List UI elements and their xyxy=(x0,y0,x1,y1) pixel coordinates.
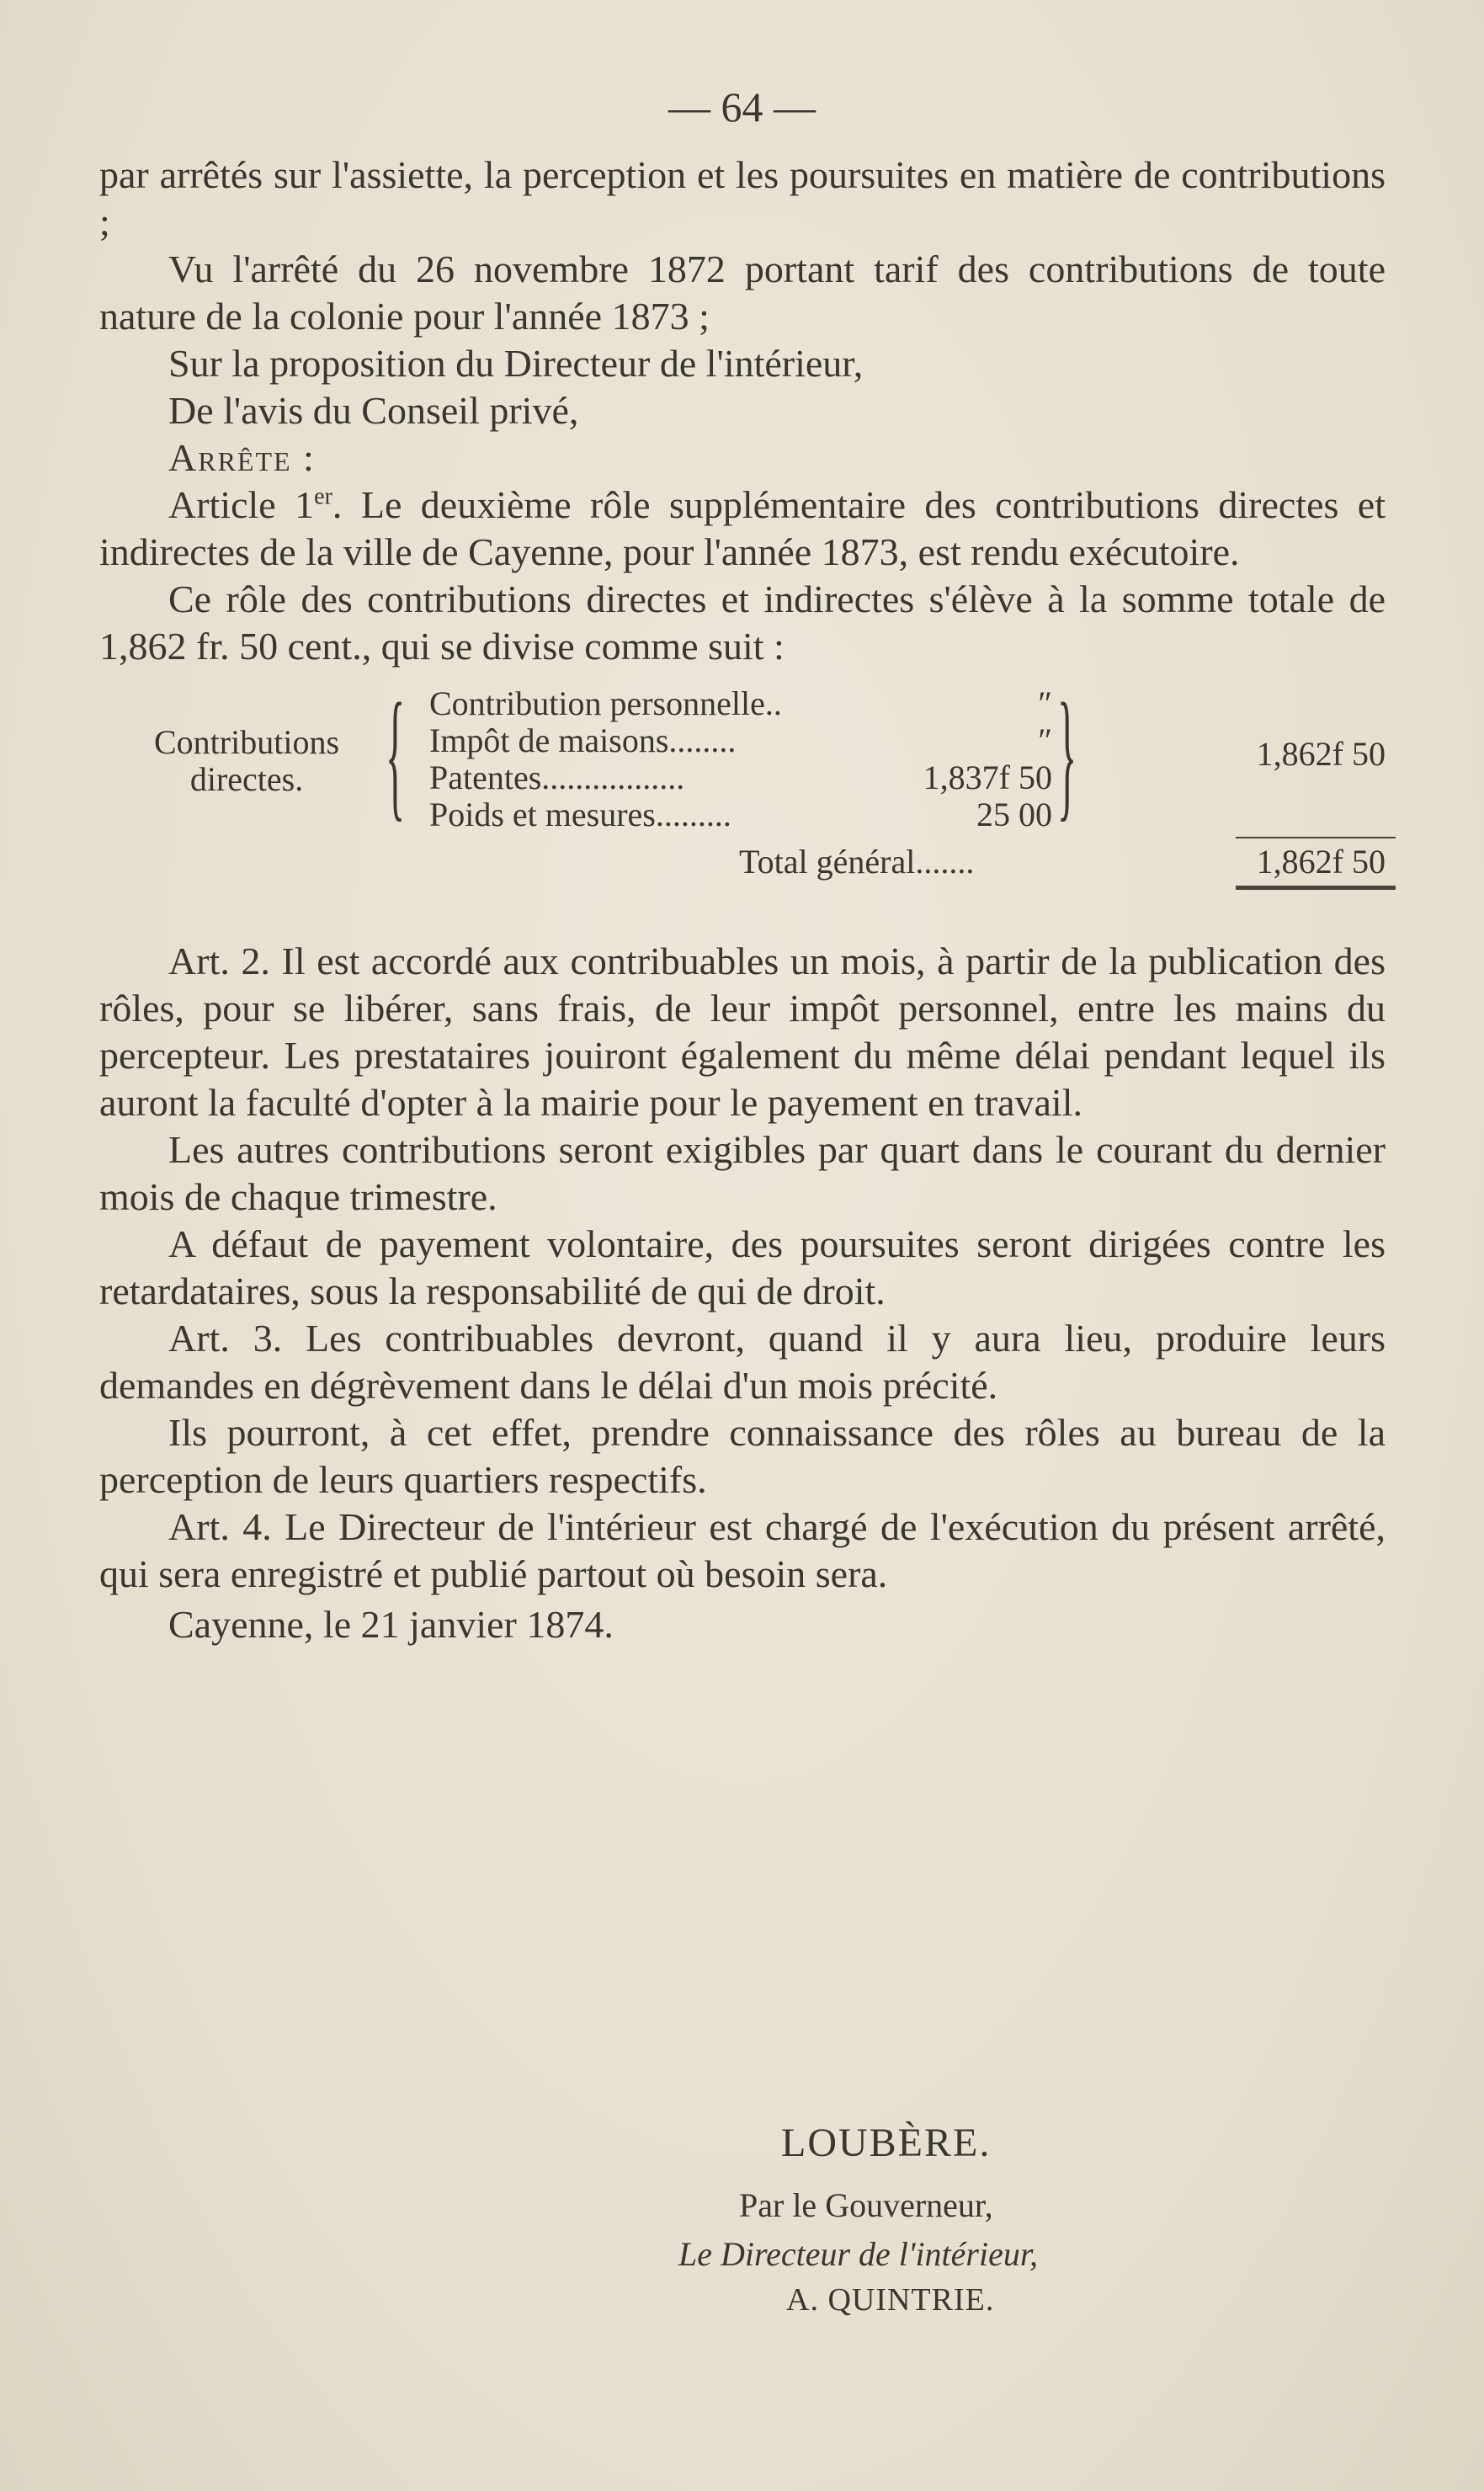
row-name: Impôt de maisons........ xyxy=(429,721,737,759)
paragraph-poursuites: A défaut de payement volontaire, des poursuites seront dirigées contre les retardataires, sous la responsabilité de qui de droit. xyxy=(99,1222,1386,1312)
table-row xyxy=(429,722,1052,759)
paragraph-avis: De l'avis du Conseil privé, xyxy=(168,389,579,432)
article-1-text: . Le deuxième rôle supplémentaire des contributions directes et indirectes de la ville de Cayenne, pour l'année 1873, est rendu exécutoire. xyxy=(99,483,1386,573)
subtotal-rule xyxy=(1236,837,1396,838)
paragraph-connaissance: Ils pourront, à cet effet, prendre connaissance des rôles au bureau de la perception de leurs quartiers respectifs. xyxy=(99,1411,1386,1501)
table-row xyxy=(429,796,1052,833)
total-rule xyxy=(1236,886,1396,890)
subtotal-value: 1,862f 50 xyxy=(1256,735,1386,773)
signature-line-quintrie: A. QUINTRIE. xyxy=(786,2282,995,2318)
signature-line-governor: Par le Gouverneur, xyxy=(739,2186,993,2224)
page-number: — 64 — xyxy=(668,83,816,130)
article-1-label: Article 1 xyxy=(168,483,315,526)
table-row xyxy=(429,685,1052,722)
group-label-line-1: Contributions xyxy=(153,723,340,761)
paragraph-vu: Vu l'arrêté du 26 novembre 1872 portant tarif des contributions de toute nature de la colonie pour l'année 1873 ; xyxy=(99,248,1386,338)
paragraph-exigibles: Les autres contributions seront exigibles par quart dans le courant du dernier mois de chaque trimestre. xyxy=(99,1128,1386,1218)
row-name: Contribution personnelle.. xyxy=(429,684,782,722)
table-rows xyxy=(429,685,1052,833)
row-value: ″ xyxy=(1038,684,1052,722)
right-brace: } xyxy=(1057,674,1077,834)
row-value: 1,837f 50 xyxy=(923,758,1052,796)
article-4: Art. 4. Le Directeur de l'intérieur est chargé de l'exécution du présent arrêté, qui sera enregistré et publié partout où besoin sera. xyxy=(99,1505,1386,1595)
article-3: Art. 3. Les contribuables devront, quand il y aura lieu, produire leurs demandes en dégrèvement dans le délai d'un mois précité. xyxy=(99,1317,1386,1407)
group-label-line-2: directes. xyxy=(189,760,304,798)
arrete-heading: Arrête : xyxy=(168,436,316,479)
left-brace: { xyxy=(386,674,406,834)
table-row xyxy=(429,759,1052,796)
article-2: Art. 2. Il est accordé aux contribuables un mois, à partir de la publication des rôles, pour se libérer, sans frais, de leur impôt personnel, entre les mains du percepteur. Les prestataires jouiront également du même délai pendant lequel ils auront la faculté d'opter à la mairie pour le payement en travail. xyxy=(99,939,1386,1124)
paragraph-continuation: par arrêtés sur l'assiette, la perception et les poursuites en matière de contributions ; xyxy=(99,153,1386,243)
total-label: Total général....... xyxy=(739,843,975,881)
signature-line-director: Le Directeur de l'intérieur, xyxy=(678,2235,1038,2273)
row-value: ″ xyxy=(1038,721,1052,759)
total-value: 1,862f 50 xyxy=(1256,843,1386,881)
group-label xyxy=(116,724,377,798)
signatory-name: LOUBÈRE. xyxy=(781,2121,992,2165)
row-name: Patentes................. xyxy=(429,758,685,796)
contributions-table xyxy=(99,674,1386,938)
row-name: Poids et mesures......... xyxy=(429,796,731,833)
row-value: 25 00 xyxy=(976,796,1052,833)
article-1-sup: er xyxy=(314,483,332,510)
paragraph-proposition: Sur la proposition du Directeur de l'intérieur, xyxy=(168,342,864,385)
article-1 xyxy=(99,482,1386,576)
place-date: Cayenne, le 21 janvier 1874. xyxy=(168,1603,614,1646)
document-body xyxy=(99,152,1386,1648)
paragraph-total: Ce rôle des contributions directes et indirectes s'élève à la somme totale de 1,862 fr. 50 cent., qui se divise comme suit : xyxy=(99,578,1386,668)
